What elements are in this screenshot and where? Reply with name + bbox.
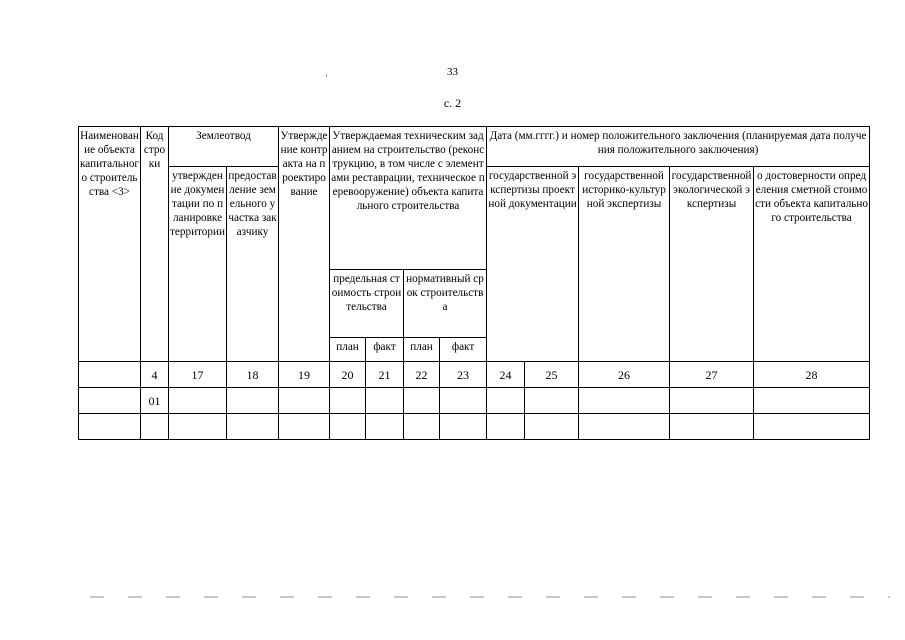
header-land-allotment: Землеотвод	[169, 127, 279, 167]
table-cell	[227, 414, 279, 440]
column-number: 22	[404, 362, 440, 388]
table-cell	[487, 388, 525, 414]
table-cell	[754, 388, 870, 414]
header-limit-cost: предельная стоимость строительства	[330, 270, 404, 338]
column-number: 4	[141, 362, 169, 388]
table-cell	[670, 388, 754, 414]
column-number: 23	[440, 362, 487, 388]
table-cell	[330, 414, 366, 440]
column-number: 28	[754, 362, 870, 388]
table-cell	[440, 388, 487, 414]
column-number: 27	[670, 362, 754, 388]
header-state-exam-design: государственной экспертизы проектной документации	[487, 167, 579, 362]
table-cell	[440, 414, 487, 440]
table-cell	[579, 414, 670, 440]
column-number: 26	[579, 362, 670, 388]
header-approved-tz: Утверждаемая техническим заданием на строительство (реконструкцию, в том числе с элементами реставрации, техническое перевооружение) объекта капитального строительства	[330, 127, 487, 270]
table-cell	[330, 388, 366, 414]
column-number: 18	[227, 362, 279, 388]
header-contract-approval: Утверждение контракта на проектирование	[279, 127, 330, 362]
column-number: 19	[279, 362, 330, 388]
table-cell	[404, 414, 440, 440]
header-plan: план	[404, 338, 440, 362]
form-table	[78, 126, 870, 440]
table-cell	[525, 414, 579, 440]
header-cost-reliability: о достоверности определения сметной стоимости объекта капитального строительства	[754, 167, 870, 362]
column-number	[79, 362, 141, 388]
header-state-exam-historical: государственной историко-культурной экспертизы	[579, 167, 670, 362]
row-code-cell: 01	[141, 388, 169, 414]
table-cell	[79, 414, 141, 440]
header-plan: план	[330, 338, 366, 362]
header-conclusion-date: Дата (мм.гггг.) и номер положительного заключения (планируемая дата получения положительного заключения)	[487, 127, 870, 167]
header-fact: факт	[366, 338, 404, 362]
page-number: 33	[447, 66, 458, 78]
table-row	[79, 388, 870, 414]
table-cell	[579, 388, 670, 414]
table-cell	[670, 414, 754, 440]
scan-speck	[326, 74, 327, 77]
table-row	[79, 414, 870, 440]
page-subnumber: с. 2	[443, 96, 462, 110]
column-number: 21	[366, 362, 404, 388]
table-cell	[79, 388, 141, 414]
table-cell	[169, 414, 227, 440]
table-cell	[525, 388, 579, 414]
table-cell	[169, 388, 227, 414]
column-number: 20	[330, 362, 366, 388]
column-number-row	[79, 362, 870, 388]
table-cell	[279, 414, 330, 440]
table-cell	[487, 414, 525, 440]
header-land-provision: предоставление земельного участка заказчику	[227, 167, 279, 362]
column-number: 24	[487, 362, 525, 388]
header-norm-term: нормативный срок строительства	[404, 270, 487, 338]
scan-noise	[90, 596, 890, 598]
header-object-name: Наименование объекта капитального строительства <3>	[79, 127, 141, 362]
table-cell	[227, 388, 279, 414]
table-cell	[279, 388, 330, 414]
table-cell	[366, 388, 404, 414]
header-state-exam-ecological: государственной экологической экспертизы	[670, 167, 754, 362]
header-approval-plan: утверждение документации по планировке территории	[169, 167, 227, 362]
table-cell	[141, 414, 169, 440]
column-number: 17	[169, 362, 227, 388]
table-cell	[754, 414, 870, 440]
header-fact: факт	[440, 338, 487, 362]
table-cell	[366, 414, 404, 440]
header-row-code: Код строки	[141, 127, 169, 362]
column-number: 25	[525, 362, 579, 388]
table-cell	[404, 388, 440, 414]
